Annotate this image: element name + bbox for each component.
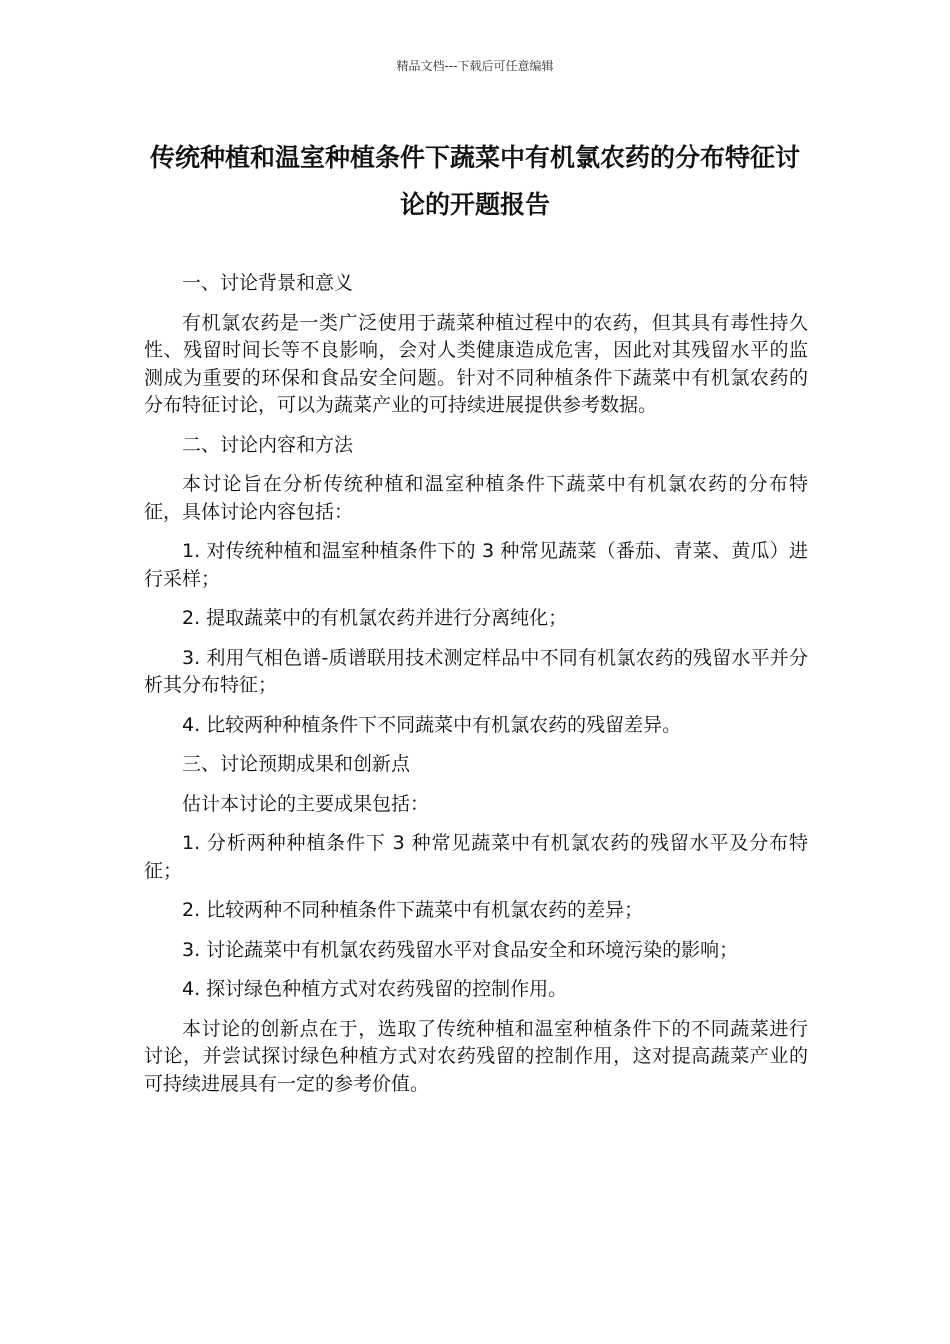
content-list-item: 1. 对传统种植和温室种植条件下的 3 种常见蔬菜（番茄、青菜、黄瓜）进行采样； — [144, 540, 808, 590]
section-heading-content-methods: 二、讨论内容和方法 — [182, 433, 354, 456]
content-list-item: 4. 比较两种种植条件下不同蔬菜中有机氯农药的残留差异。 — [182, 713, 682, 736]
results-list-item: 2. 比较两种不同种植条件下蔬菜中有机氯农药的差异； — [182, 899, 644, 921]
document-body — [144, 270, 808, 1110]
background-paragraph: 有机氯农药是一类广泛使用于蔬菜种植过程中的农药，但其具有毒性持久性、残留时间长等不良影响，会对人类健康造成危害，因此对其残留水平的监测成为重要的环保和食品安全问题。针对不同种植条件下蔬菜中有机氯农药的分布特征讨论，可以为蔬菜产业的可持续进展提供参考数据。 — [144, 311, 808, 416]
content-list-item: 2. 提取蔬菜中的有机氯农药并进行分离纯化； — [182, 607, 568, 629]
results-list-item: 4. 探讨绿色种植方式对农药残留的控制作用。 — [182, 978, 568, 1000]
header-note: 精品文档---下载后可任意编辑 — [396, 59, 554, 73]
section-heading-background: 一、讨论背景和意义 — [182, 272, 354, 294]
content-list-item: 3. 利用气相色谱-质谱联用技术测定样品中不同有机氯农药的残留水平并分析其分布特征； — [144, 646, 808, 696]
results-list-item: 1. 分析两种种植条件下 3 种常见蔬菜中有机氯农药的残留水平及分布特征； — [144, 832, 808, 882]
section-heading-expected-results: 三、讨论预期成果和创新点 — [182, 753, 411, 775]
results-list-item: 3. 讨论蔬菜中有机氯农药残留水平对食品安全和环境污染的影响； — [182, 938, 739, 961]
results-intro-paragraph: 估计本讨论的主要成果包括： — [182, 792, 430, 815]
innovation-paragraph: 本讨论的创新点在于，选取了传统种植和温室种植条件下的不同蔬菜进行讨论，并尝试探讨绿色种植方式对农药残留的控制作用，这对提高蔬菜产业的可持续进展具有一定的参考价值。 — [144, 1017, 808, 1095]
content-intro-paragraph: 本讨论旨在分析传统种植和温室种植条件下蔬菜中有机氯农药的分布特征，具体讨论内容包括： — [144, 473, 808, 523]
document-title: 传统种植和温室种植条件下蔬菜中有机氯农药的分布特征讨论的开题报告 — [149, 143, 800, 219]
